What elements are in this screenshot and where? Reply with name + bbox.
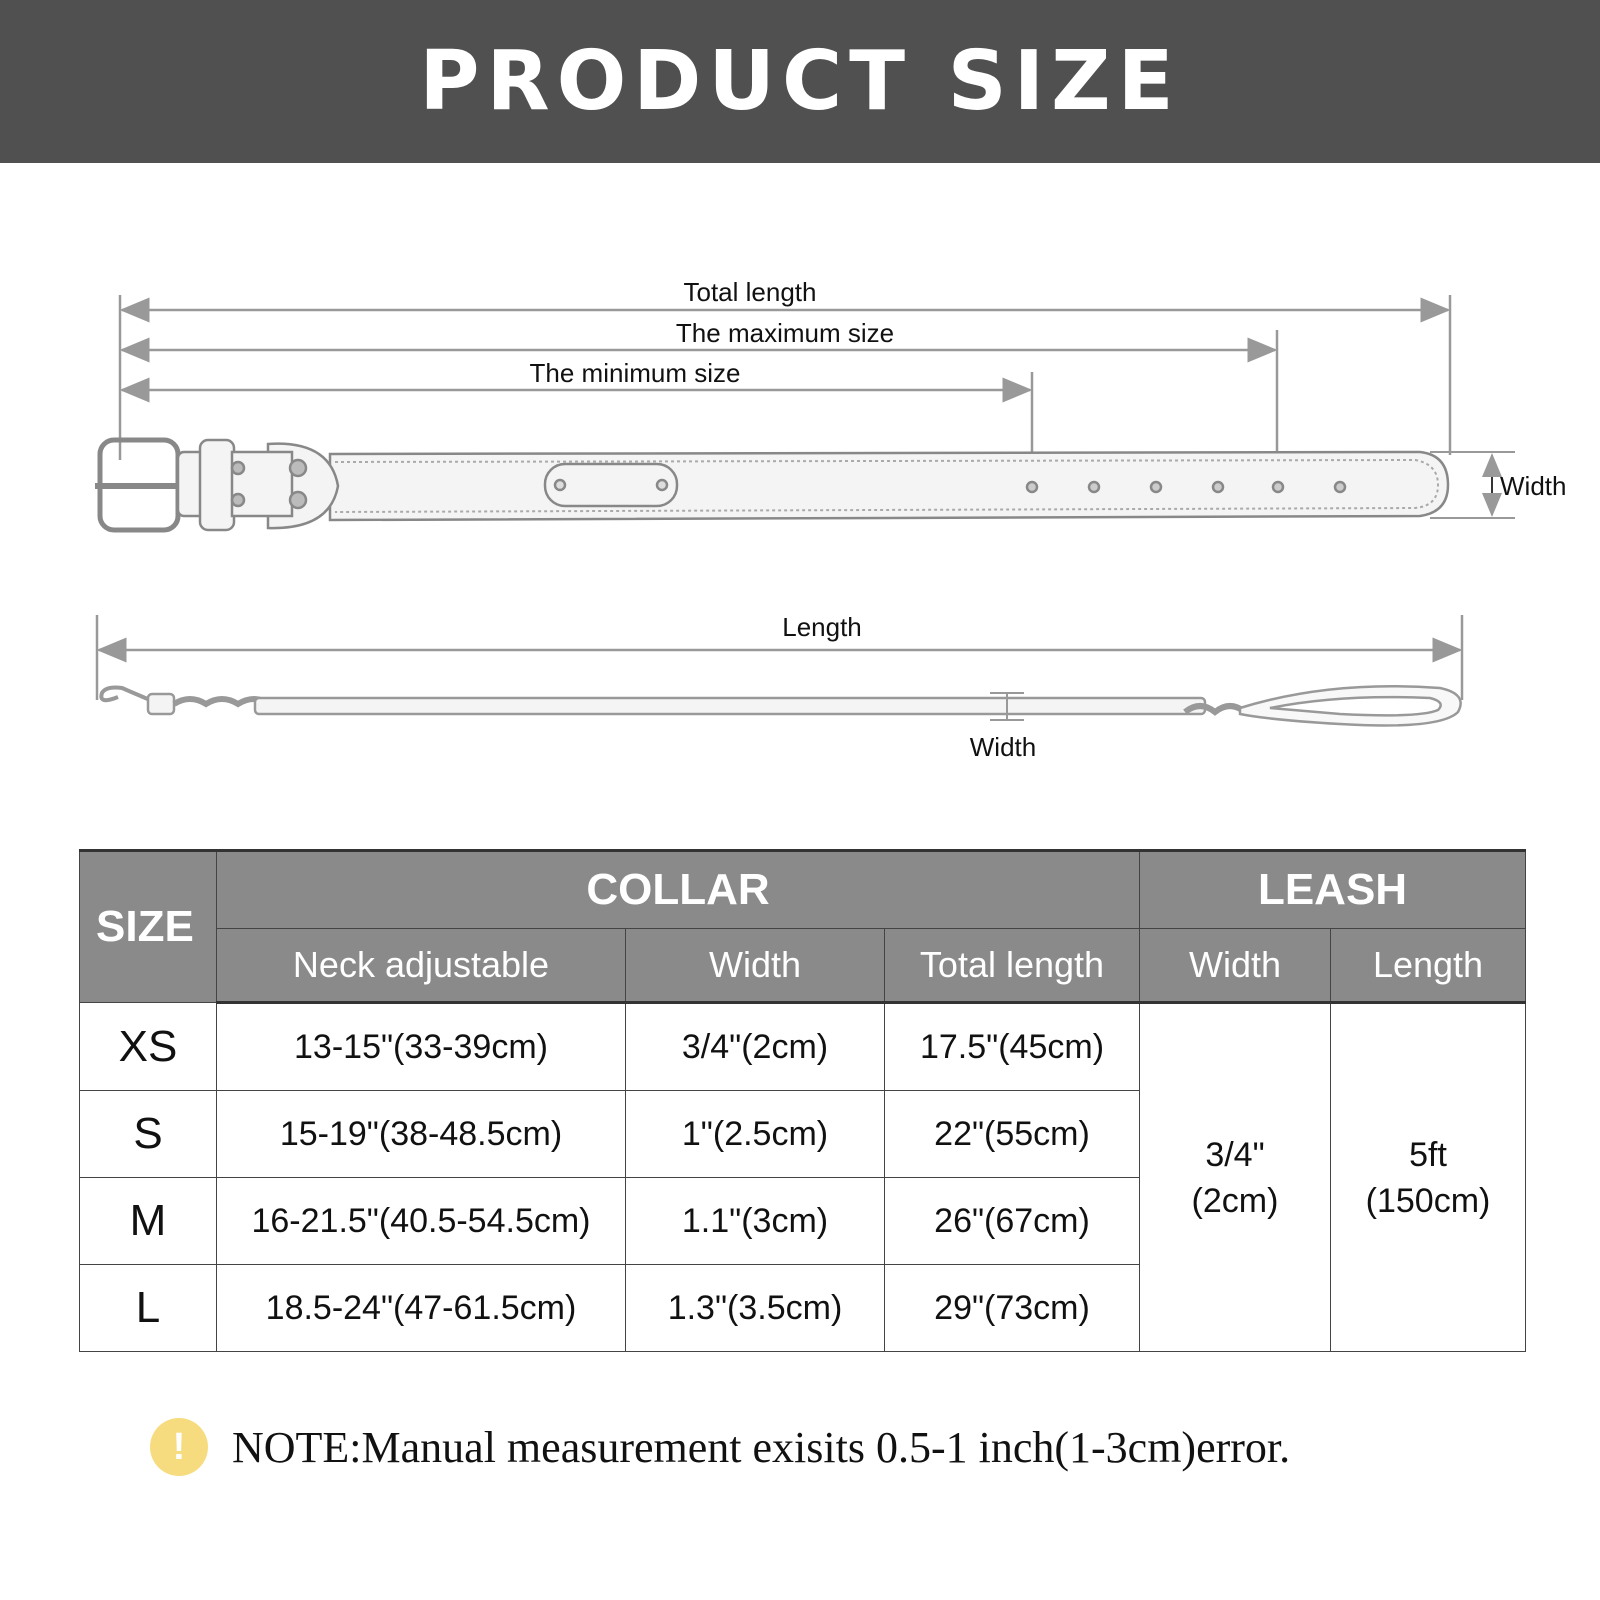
leash-dimension-lines <box>97 615 1462 700</box>
neck-cell: 13-15"(33-39cm) <box>217 1003 626 1091</box>
exclamation-icon: ! <box>150 1418 208 1476</box>
total-length-cell: 22"(55cm) <box>885 1091 1140 1178</box>
total-length-cell: 26"(67cm) <box>885 1178 1140 1265</box>
neck-cell: 16-21.5"(40.5-54.5cm) <box>217 1178 626 1265</box>
collar-width-label: Width <box>1500 471 1567 501</box>
min-size-label: The minimum size <box>529 358 741 388</box>
leash-width-metric: (2cm) <box>1191 1181 1279 1220</box>
table-row <box>80 1003 1526 1091</box>
size-cell: L <box>80 1265 217 1352</box>
collar-width-header: Width <box>626 929 885 1003</box>
width-cell: 1.1"(3cm) <box>626 1178 885 1265</box>
collar-illustration <box>95 440 1448 530</box>
size-cell: XS <box>80 1003 217 1091</box>
collar-total-length-header: Total length <box>885 929 1140 1003</box>
leash-header: LEASH <box>1140 851 1526 929</box>
measurement-note <box>150 1412 1290 1482</box>
leash-width-cell <box>1140 1003 1331 1352</box>
leash-illustration <box>101 686 1460 725</box>
neck-cell: 18.5-24"(47-61.5cm) <box>217 1265 626 1352</box>
header-banner <box>0 0 1600 163</box>
size-cell: S <box>80 1091 217 1178</box>
product-diagram <box>0 163 1600 823</box>
width-cell: 1.3"(3.5cm) <box>626 1265 885 1352</box>
note-text: NOTE:Manual measurement exisits 0.5-1 inch(1-3cm)error. <box>232 1422 1291 1472</box>
size-header: SIZE <box>80 851 217 1003</box>
max-size-label: The maximum size <box>675 318 895 348</box>
leash-width-label: Width <box>969 732 1037 762</box>
leash-length-header: Length <box>1331 929 1526 1003</box>
total-length-label: Total length <box>683 277 817 307</box>
size-table <box>79 849 1526 1352</box>
leash-length-metric: (150cm) <box>1365 1181 1491 1220</box>
size-cell: M <box>80 1178 217 1265</box>
leash-length-value: 5ft <box>1409 1135 1447 1174</box>
neck-cell: 15-19"(38-48.5cm) <box>217 1091 626 1178</box>
leash-width-value: 3/4" <box>1205 1135 1265 1174</box>
leash-length-label: Length <box>782 612 862 642</box>
page-title: PRODUCT SIZE <box>419 34 1181 129</box>
total-length-cell: 17.5"(45cm) <box>885 1003 1140 1091</box>
collar-header: COLLAR <box>217 851 1140 929</box>
total-length-cell: 29"(73cm) <box>885 1265 1140 1352</box>
width-cell: 3/4"(2cm) <box>626 1003 885 1091</box>
width-cell: 1"(2.5cm) <box>626 1091 885 1178</box>
leash-width-header: Width <box>1140 929 1331 1003</box>
leash-length-cell <box>1331 1003 1526 1352</box>
collar-neck-header: Neck adjustable <box>217 929 626 1003</box>
